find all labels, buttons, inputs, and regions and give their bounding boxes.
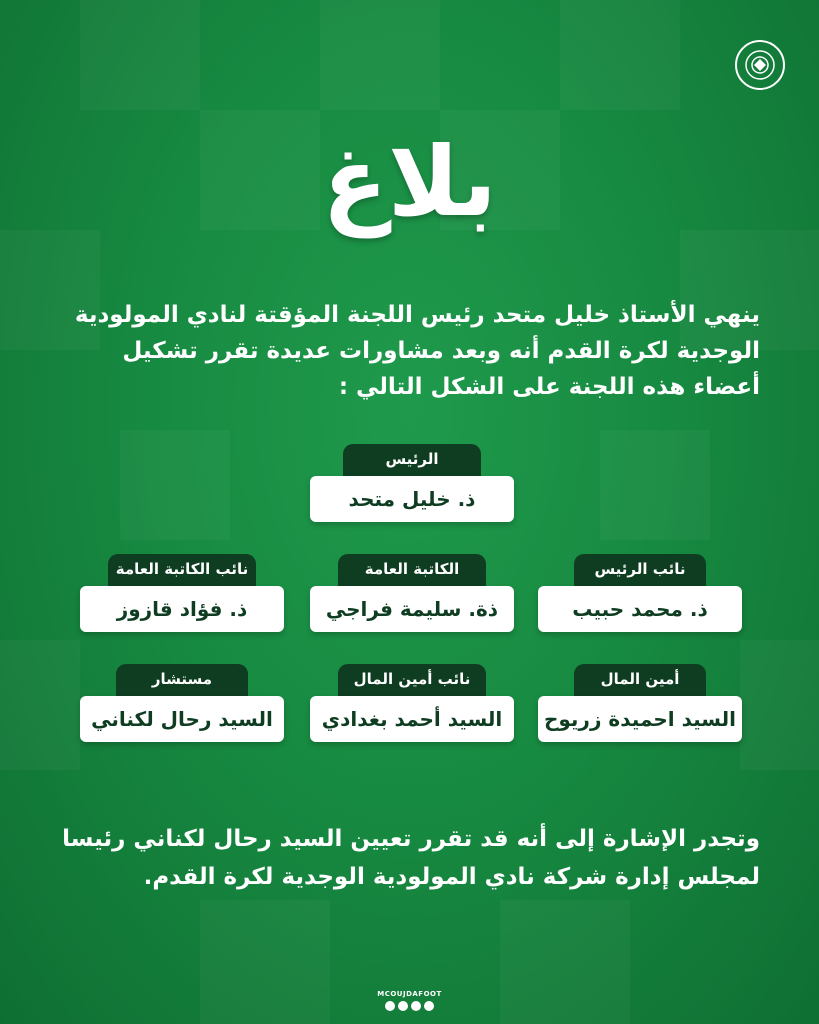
role-label: نائب الكاتبة العامة — [108, 554, 256, 598]
club-logo — [735, 40, 785, 90]
role-vice-president — [538, 554, 742, 644]
intro-paragraph: ينهي الأستاذ خليل متحد رئيس اللجنة المؤقتة لنادي المولودية الوجدية لكرة القدم أنه وبعد مشاورات عديدة تقرر تشكيل أعضاء هذه اللجنة على الشكل التالي : — [74, 302, 760, 400]
youtube-icon[interactable] — [424, 1001, 434, 1011]
social-icons — [0, 1001, 819, 1011]
role-label: نائب أمين المال — [338, 664, 486, 708]
member-name-card: ذ. خليل متحد — [310, 476, 514, 522]
member-name-card: ذ. محمد حبيب — [538, 586, 742, 632]
role-president — [310, 444, 514, 534]
member-name-card: السيد أحمد بغدادي — [310, 696, 514, 742]
closing-note: وتجدر الإشارة إلى أنه قد تقرر تعيين السيد رحال لكناني رئيسا لمجلس إدارة شركة نادي المولودية الوجدية لكرة القدم. — [62, 826, 760, 890]
footer — [0, 990, 819, 1011]
member-name-card: ذ. فؤاد قازوز — [80, 586, 284, 632]
role-label: الرئيس — [343, 444, 481, 488]
page-title: بلاغ — [322, 126, 497, 238]
role-deputy-general-secretary — [80, 554, 284, 644]
role-label: أمين المال — [574, 664, 706, 708]
role-label: مستشار — [116, 664, 248, 708]
role-label: الكاتبة العامة — [338, 554, 486, 598]
instagram-icon[interactable] — [398, 1001, 408, 1011]
role-label: نائب الرئيس — [574, 554, 706, 598]
role-deputy-treasurer — [310, 664, 514, 754]
role-advisor — [80, 664, 284, 754]
social-handle: MCOUJDAFOOT — [377, 990, 442, 998]
member-name-card: ذة. سليمة فراجي — [310, 586, 514, 632]
twitter-icon[interactable] — [411, 1001, 421, 1011]
club-logo-icon — [743, 48, 777, 82]
role-general-secretary — [310, 554, 514, 644]
facebook-icon[interactable] — [385, 1001, 395, 1011]
member-name-card: السيد احميدة زريوح — [538, 696, 742, 742]
member-name-card: السيد رحال لكناني — [80, 696, 284, 742]
role-treasurer — [538, 664, 742, 754]
